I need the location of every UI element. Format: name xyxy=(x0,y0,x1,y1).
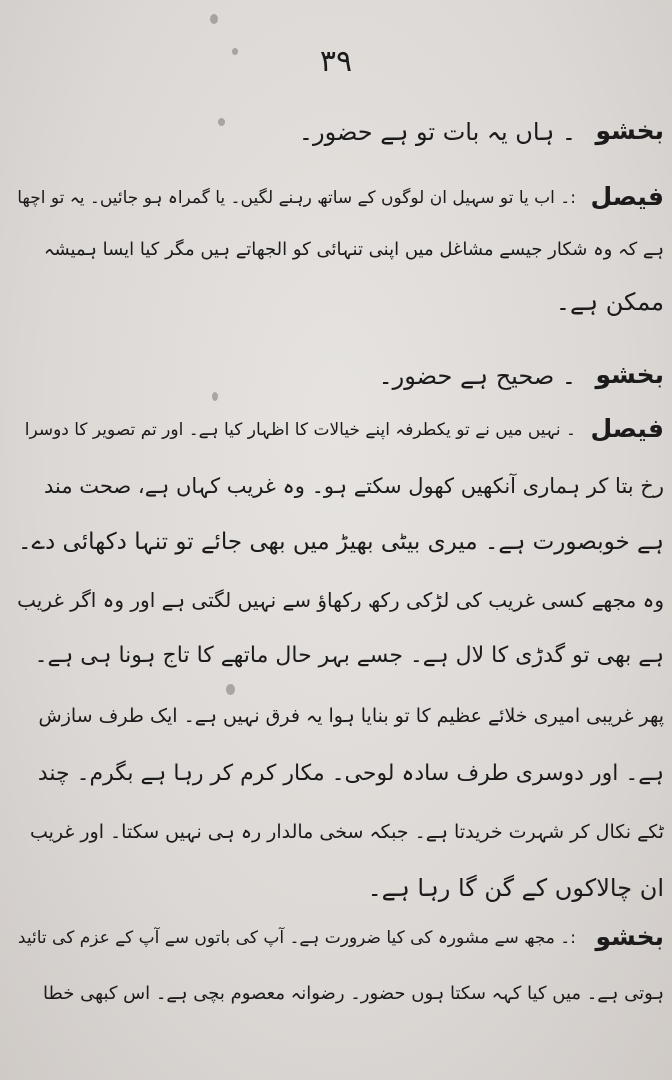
dialogue-line: وہ مجھے کسی غریب کی لڑکی رکھ رکھاؤ سے نہیں لگتی ہے اور وہ اگر غریب xyxy=(17,588,664,612)
speaker-name: فیصل xyxy=(590,414,664,443)
dialogue-line: ۔ صحیح ہے حضور۔ xyxy=(378,362,576,390)
scan-speck xyxy=(218,118,225,126)
dialogue-line: ۔ نہیں میں نے تو یکطرفہ اپنے خیالات کا اظہار کیا ہے۔ اور تم تصویر کا دوسرا xyxy=(24,420,576,440)
dialogue-line: :۔ مجھ سے مشورہ کی کیا ضرورت ہے۔ آپ کی باتوں سے آپ کے عزم کی تائید xyxy=(17,928,576,948)
dialogue-line: ٹکے نکال کر شہرت خریدتا ہے۔ جبکہ سخی مالدار رہ ہی نہیں سکتا۔ اور غریب xyxy=(29,821,664,843)
page-number: ۳۹ xyxy=(319,44,353,79)
scan-speck xyxy=(226,684,235,695)
scan-speck xyxy=(212,392,218,401)
dialogue-line: ان چالاکوں کے گن گا رہا ہے۔ xyxy=(367,874,664,902)
dialogue-line: ہے کہ وہ شکار جیسے مشاغل میں اپنی تنہائی کو الجھاتے ہیں مگر کیا ایسا ہمیشہ xyxy=(43,239,664,260)
dialogue-line: :۔ اب یا تو سہیل ان لوگوں کے ساتھ رہنے لگیں۔ یا گمراہ ہو جائیں۔ یہ تو اچھا xyxy=(17,188,576,208)
scan-speck xyxy=(210,14,218,24)
dialogue-line: ہوتی ہے۔ میں کیا کہہ سکتا ہوں حضور۔ رضوانہ معصوم بچی ہے۔ اس کبھی خطا xyxy=(43,983,664,1004)
dialogue-line: ہے بھی تو گدڑی کا لال ہے۔ جسے بہر حال ماتھے کا تاج ہونا ہی ہے۔ xyxy=(34,643,664,668)
speaker-name: بخشو xyxy=(595,360,664,389)
dialogue-line: ۔ ہاں یہ بات تو ہے حضور۔ xyxy=(298,118,576,146)
speaker-name: بخشو xyxy=(595,116,664,145)
dialogue-line: ہے خوبصورت ہے۔ میری بیٹی بھیڑ میں بھی جائے تو تنہا دکھائی دے۔ xyxy=(18,529,664,555)
speaker-name: بخشو xyxy=(595,922,664,951)
dialogue-line: ممکن ہے۔ xyxy=(555,288,664,316)
dialogue-line: رخ بتا کر ہماری آنکھیں کھول سکتے ہو۔ وہ غریب کہاں ہے، صحت مند xyxy=(43,474,664,498)
dialogue-line: ہے۔ اور دوسری طرف سادہ لوحی۔ مکار کرم کر رہا ہے بگرم۔ چند xyxy=(37,761,664,786)
dialogue-line: پھر غریبی امیری خلائے عظیم کا تو بنایا ہوا یہ فرق نہیں ہے۔ ایک طرف سازش xyxy=(38,705,664,727)
scan-speck xyxy=(232,48,238,55)
speaker-name: فیصل xyxy=(590,182,664,211)
